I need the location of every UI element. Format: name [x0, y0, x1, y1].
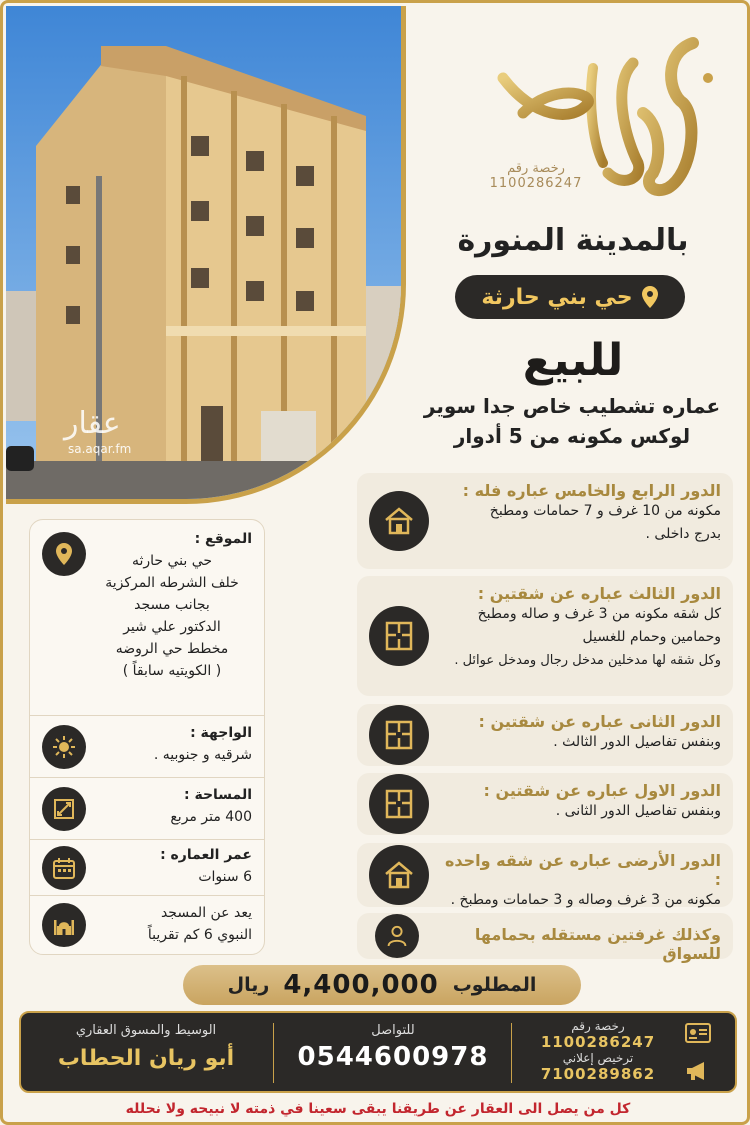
ad-license-number: 7100289862	[540, 1065, 656, 1083]
floor-line: وبنفس تفاصيل الدور الثانى .	[555, 803, 721, 819]
floor-title: الدور الأرضى عباره عن شقه واحده :	[444, 851, 721, 889]
floor-card-4-5	[357, 473, 733, 569]
location-line: مخطط حي الروضه	[115, 641, 229, 657]
headline-line-1: عماره تشطيب خاص جدا سوير	[423, 394, 721, 418]
floor-title: الدور الثالث عباره عن شقتين :	[477, 584, 721, 603]
phone-label: للتواصل	[371, 1023, 415, 1038]
broker-label: الوسيط والمسوق العقاري	[75, 1023, 217, 1038]
floor-line: وحمامين وحمام للغسيل	[582, 629, 721, 645]
license-number: 1100286247	[489, 176, 583, 191]
sun-icon	[42, 725, 86, 769]
floor-title: الدور الرابع والخامس عباره فله :	[462, 481, 721, 500]
broker-info	[21, 1013, 271, 1091]
location-line: بجانب مسجد	[134, 597, 210, 613]
floor-line: وبنفس تفاصيل الدور الثالث .	[553, 734, 721, 750]
property-details	[29, 519, 265, 955]
broker-name: أبو ريان الحطاب	[57, 1046, 235, 1071]
phone-info[interactable]	[275, 1013, 511, 1091]
floorplan-icon	[369, 705, 429, 765]
detail-area	[30, 778, 264, 840]
floor-title: الدور الاول عباره عن شقتين :	[483, 781, 721, 800]
contact-license-label: رخصة رقم	[571, 1019, 625, 1033]
location-line: خلف الشرطه المركزية	[105, 575, 239, 591]
district-badge	[455, 275, 685, 319]
floor-card-ground	[357, 843, 733, 907]
floor-title: الدور الثانى عباره عن شقتين :	[478, 712, 721, 731]
detail-age	[30, 840, 264, 896]
floor-card-3	[357, 576, 733, 696]
location-line: حي بني حارثه	[131, 553, 213, 569]
location-pin-icon	[641, 285, 659, 309]
location-label: الموقع :	[194, 531, 252, 547]
building-photo	[6, 6, 406, 504]
megaphone-icon	[685, 1061, 711, 1081]
floor-title: وكذلك غرفتين مستقله بحمامها للسواق	[474, 925, 721, 963]
facade-label: الواجهة :	[190, 725, 252, 741]
driver-icon	[375, 914, 419, 958]
phone-number[interactable]: 0544600978	[297, 1042, 489, 1072]
floor-line: كل شقه مكونه من 3 غرف و صاله ومطبخ	[477, 606, 721, 622]
footer-note: كل من يصل الى العقار عن طريقنا يبقى سعينا في ذمته لا نبيحه ولا نحلله	[125, 1101, 631, 1117]
detail-facade	[30, 716, 264, 778]
floor-line: مكونه من 3 غرف وصاله و 3 حمامات ومطبخ .	[450, 892, 721, 908]
distance-value: النبوي 6 كم تقريباً	[147, 927, 252, 943]
headline	[407, 391, 737, 451]
age-label: عمر العماره :	[160, 847, 252, 863]
contact-license-number: 1100286247	[540, 1033, 656, 1051]
age-value: 6 سنوات	[198, 869, 252, 885]
license-label: رخصة رقم	[507, 161, 565, 176]
district-name: حي بني حارثة	[481, 284, 633, 310]
floorplan-icon	[369, 774, 429, 834]
city-title: بالمدينة المنورة	[457, 223, 689, 258]
floor-line: بدرج داخلى .	[645, 526, 721, 542]
watermark-url: sa.aqar.fm	[68, 442, 132, 456]
id-card-icon	[685, 1023, 711, 1043]
price-value: 4,400,000	[283, 970, 439, 1000]
price-currency: ريال	[227, 974, 270, 996]
divider	[511, 1023, 512, 1083]
area-measure-icon	[42, 787, 86, 831]
license-ad-info	[513, 1013, 683, 1091]
facade-value: شرقيه و جنوبيه .	[153, 747, 252, 763]
floor-line: وكل شقه لها مدخلين مدخل رجال ومدخل عوائل .	[454, 653, 721, 668]
mosque-icon	[42, 903, 86, 947]
detail-distance	[30, 896, 264, 954]
floorplan-icon	[369, 606, 429, 666]
floor-card-driver	[357, 913, 733, 963]
contact-bar	[19, 1011, 737, 1093]
calendar-icon	[42, 846, 86, 890]
ad-license-label: ترخيص إعلاني	[562, 1051, 634, 1065]
headline-line-2: لوكس مكونه من 5 أدوار	[453, 424, 691, 448]
for-sale-heading: للبيع	[522, 335, 624, 386]
location-line: ( الكويتيه سابقاً )	[122, 663, 222, 679]
detail-location	[30, 520, 264, 716]
divider	[273, 1023, 274, 1083]
area-value: 400 متر مربع	[170, 809, 252, 825]
watermark-logo: عقار	[64, 406, 121, 441]
price-bar	[183, 965, 581, 1005]
house-icon	[369, 845, 429, 905]
floor-line: مكونه من 10 غرف و 7 حمامات ومطبخ	[489, 503, 721, 519]
price-label: المطلوب	[452, 974, 537, 996]
floor-card-2	[357, 704, 733, 766]
floor-card-1	[357, 773, 733, 835]
license-info	[481, 161, 591, 191]
location-line: الدكتور علي شير	[123, 619, 221, 635]
distance-label: يعد عن المسجد	[160, 905, 252, 921]
area-label: المساحة :	[184, 787, 252, 803]
location-pin-icon	[42, 532, 86, 576]
house-icon	[369, 491, 429, 551]
